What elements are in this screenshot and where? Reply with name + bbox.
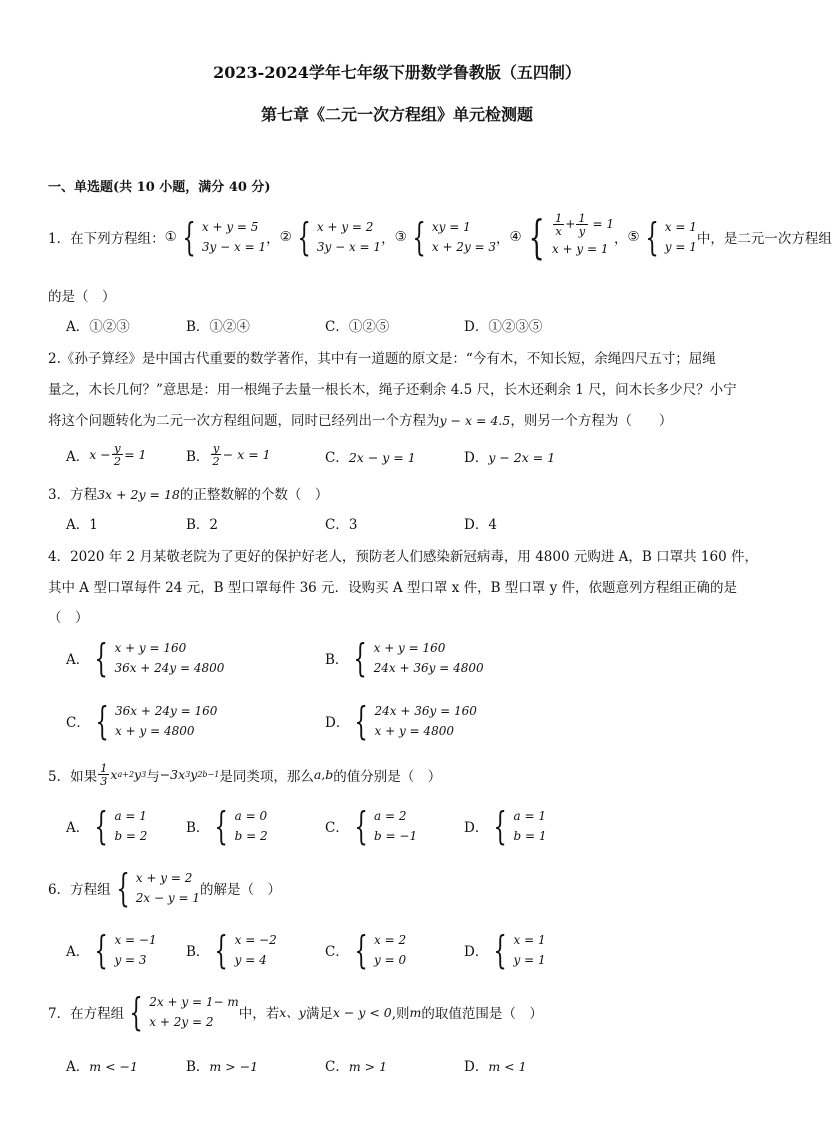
q1-option-a[interactable]: A．①②③: [66, 319, 130, 335]
q1-system-4: { $\frac{1}{x}$ + $\frac{1}{y}$ = 1 x + y = 1: [528, 209, 614, 264]
q2-line1: 2.《孙子算经》是中国古代重要的数学著作，其中有一道题的原文是：“今有木，不知长短，余绳四尺五寸；屈绳: [48, 351, 716, 367]
q2-line2: 量之，木长几何？”意思是：用一根绳子去量一根长木，绳子还剩余 4.5 尺，长木还剩余 1 尺，问木长多少尺？小宁: [48, 382, 737, 398]
q1-s3-row1: xy = 1: [431, 219, 471, 234]
q2-option-c[interactable]: C．2x − y = 1: [325, 450, 416, 466]
q1-mark-2: ②: [279, 228, 292, 245]
q4-option-d[interactable]: D． { 24x + 36y = 160 x + y = 4800: [325, 699, 477, 743]
q5-option-b[interactable]: B． { a = 0 b = 2: [186, 804, 268, 848]
q1-system-1: { x + y = 5 3y − x = 1: [182, 214, 267, 259]
q2-option-d[interactable]: D．y − 2x = 1: [464, 450, 556, 466]
q3-option-b[interactable]: B．2: [186, 517, 219, 533]
q3-option-d[interactable]: D．4: [464, 517, 497, 533]
q6-option-d[interactable]: D． { x = 1 y = 1: [464, 928, 546, 972]
q1-system-5: { x = 1 y = 1: [645, 214, 697, 259]
q3-option-c[interactable]: C．3: [325, 517, 358, 533]
q1-s5-row1: x = 1: [664, 219, 697, 234]
q4-line3: （ ）: [48, 610, 89, 626]
q1-s4-row1: $\frac{1}{x}$ + $\frac{1}{y}$ = 1: [554, 211, 614, 238]
q7-option-c[interactable]: C．m > 1: [325, 1059, 388, 1075]
q1-option-d[interactable]: D．①②③⑤: [464, 319, 543, 335]
question-6: 6．方程组 { x + y = 2 2x − y = 1 的解是（ ）: [48, 866, 281, 910]
q2-option-b[interactable]: B． $\frac{y}{2}$ − x = 1: [186, 441, 271, 468]
q1-s1-row2: 3y − x = 1: [201, 239, 267, 254]
q6-option-b[interactable]: B． { x = −2 y = 4: [186, 928, 277, 972]
q5-option-c[interactable]: C． { a = 2 b = −1: [325, 804, 418, 848]
q6-option-a[interactable]: A． { x = −1 y = 3: [66, 928, 157, 972]
q1-system-3: { xy = 1 x + 2y = 3: [412, 214, 497, 259]
q6-option-c[interactable]: C． { x = 2 y = 0: [325, 928, 407, 972]
q1-s4-row2: x + y = 1: [551, 242, 609, 256]
q1-system-2: { x + y = 2 3y − x = 1: [297, 214, 382, 259]
q1-option-c[interactable]: C．①②⑤: [325, 319, 390, 335]
q1-s3-row2: x + 2y = 3: [431, 239, 497, 254]
q1-mark-3: ③: [394, 228, 407, 245]
q1-s2-row2: 3y − x = 1: [316, 239, 382, 254]
q2-line3: 将这个问题转化为二元一次方程组问题，同时已经列出一个方程为y − x = 4.5，则另一个方程为（ ）: [48, 413, 673, 429]
q1-option-b[interactable]: B．①②④: [186, 319, 250, 335]
q1-tail: 中，是二元一次方程组: [696, 230, 832, 247]
q1-s1-row1: x + y = 5: [201, 219, 259, 234]
question-7: 7．在方程组 { 2x + y = 1− m x + 2y = 2 中，若 x、y 满足 x − y < 0 ,则 m 的取值范围是（ ）: [48, 990, 543, 1034]
q7-option-a[interactable]: A．m < −1: [66, 1059, 138, 1075]
q5-option-d[interactable]: D． { a = 1 b = 1: [464, 804, 547, 848]
question-1: 1．在下列方程组： ① { x + y = 5 3y − x = 1 ， ② { x + y = 2 3y − x = 1 ， ③ { xy = 1 x + 2y = 3 ， ④ { $\frac{1}{x}$ + $\frac{1}{y}$ = 1 x + y = 1 ， ⑤ { x = 1 y = 1 中，是二元一次方程组: [48, 209, 832, 264]
question-5: 5．如果 $\frac{1}{3}$ x a+2 y 3 与 −3x 3 y 2b−1 是同类项，那么 a,b 的值分别是（ ）: [48, 761, 442, 788]
q5-option-a[interactable]: A． { a = 1 b = 2: [66, 804, 148, 848]
document-subtitle: 第七章《二元一次方程组》单元检测题: [260, 105, 533, 124]
q7-option-d[interactable]: D．m < 1: [464, 1059, 527, 1075]
q1-line2: 的是（ ）: [48, 289, 116, 305]
q4-line1: 4．2020 年 2 月某敬老院为了更好的保护好老人，预防老人们感染新冠病毒，用 4800 元购进 A，B 口罩共 160 件，: [48, 549, 758, 565]
q1-mark-1: ①: [164, 228, 177, 245]
q2-option-a[interactable]: A． x − $\frac{y}{2}$ = 1: [66, 441, 147, 468]
q1-s5-row2: y = 1: [664, 239, 697, 254]
question-3: 3．方程3x + 2y = 18的正整数解的个数（ ）: [48, 487, 329, 503]
q1-s2-row1: x + y = 2: [316, 219, 374, 234]
q4-option-b[interactable]: B． { x + y = 160 24x + 36y = 4800: [325, 636, 484, 680]
q1-mark-5: ⑤: [627, 228, 640, 245]
document-title: 2023-2024学年七年级下册数学鲁教版（五四制）: [213, 63, 581, 82]
q4-option-c[interactable]: C． { 36x + 24y = 160 x + y = 4800: [66, 699, 218, 743]
q7-option-b[interactable]: B．m > −1: [186, 1059, 259, 1075]
q1-lead: 1．在下列方程组：: [48, 230, 165, 247]
q1-mark-4: ④: [509, 228, 522, 245]
section-heading: 一、单选题(共 10 小题，满分 40 分): [48, 180, 271, 195]
q3-option-a[interactable]: A．1: [66, 517, 98, 533]
q4-line2: 其中 A 型口罩每件 24 元，B 型口罩每件 36 元．设购买 A 型口罩 x 件，B 型口罩 y 件，依题意列方程组正确的是: [48, 580, 738, 596]
q4-option-a[interactable]: A． { x + y = 160 36x + 24y = 4800: [66, 636, 225, 680]
